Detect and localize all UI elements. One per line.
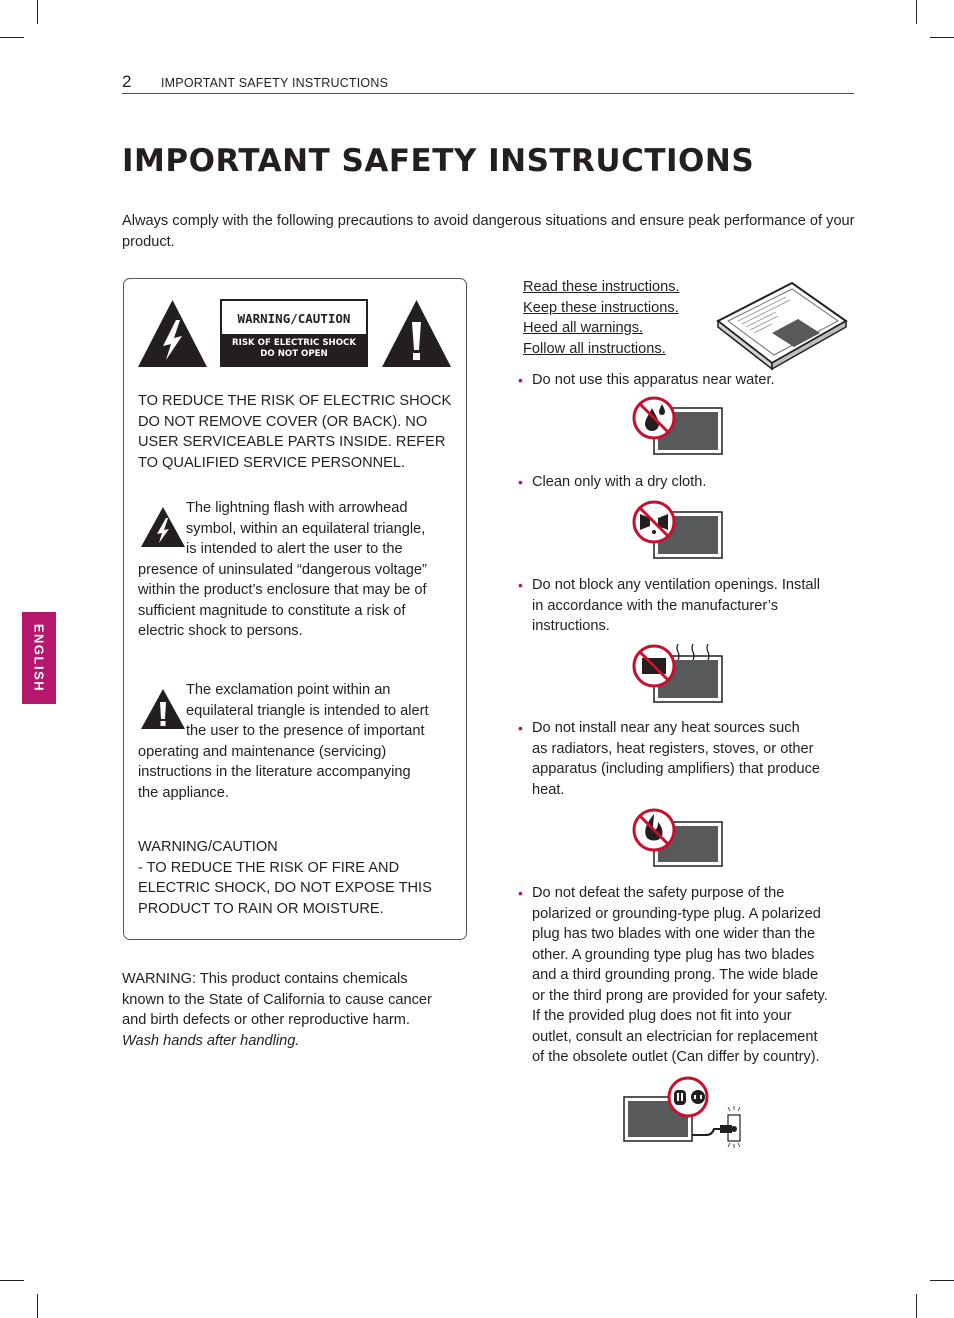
lightning-warning-icon: [136, 298, 209, 369]
lightning-line: sufficient magnitude to constitute a risk of: [138, 602, 406, 619]
crop-mark: [916, 0, 917, 24]
bullet-item: [518, 883, 852, 1068]
bullet-line: as radiators, heat registers, stoves, or other: [532, 740, 814, 757]
exclamation-line: operating and maintenance (servicing): [138, 743, 387, 760]
bullet-item: [518, 575, 848, 637]
bullet-line: Do not block any ventilation openings. Install: [532, 577, 820, 593]
bullet-line: of the obsolete outlet (Can differ by country).: [532, 1049, 820, 1065]
lightning-line: electric shock to persons.: [138, 623, 303, 639]
bullet-line: apparatus (including amplifiers) that produce: [532, 761, 820, 777]
no-heat-icon: [632, 808, 724, 868]
bullet-line: heat.: [532, 781, 565, 798]
box-warning: [138, 837, 458, 919]
crop-mark: [930, 37, 954, 38]
exclamation-line: the user to the presence of important: [186, 723, 425, 739]
bullet-item: [518, 472, 842, 493]
page-title: IMPORTANT SAFETY INSTRUCTIONS: [122, 143, 755, 179]
bullet-line: outlet, consult an electrician for replacement: [532, 1028, 818, 1045]
bullet-line: Do not install near any heat sources such: [532, 720, 800, 736]
box-warning-line: ELECTRIC SHOCK, DO NOT EXPOSE THIS: [138, 880, 432, 896]
warning-label-title: WARNING/CAUTION: [237, 311, 351, 326]
crop-mark: [0, 37, 24, 38]
lightning-line: is intended to alert the user to the: [186, 541, 403, 557]
instruction-list: [523, 277, 713, 359]
warning-label-sub: [222, 334, 366, 365]
exclamation-text: [138, 680, 468, 803]
box-warning-heading: WARNING/CAUTION: [138, 839, 278, 855]
lightning-line: presence of uninsulated “dangerous voltage”: [138, 561, 427, 578]
bullet-line: Clean only with a dry cloth.: [532, 474, 707, 490]
bullet-dot: •: [518, 885, 523, 901]
instruction-item: Heed all warnings.: [523, 320, 644, 336]
language-tab-label: ENGLISH: [31, 623, 47, 693]
manual-book-icon: [716, 281, 848, 367]
warning-label-sub2: DO NOT OPEN: [260, 348, 328, 359]
bullet-dot: •: [518, 474, 523, 490]
chem-warning-line: : This product contains chemicals: [192, 971, 408, 987]
exclamation-line: equilateral triangle is intended to alert: [186, 702, 429, 719]
instruction-item: Read these instructions.: [523, 279, 680, 295]
bullet-line: If the provided plug does not fit into your: [532, 1008, 792, 1024]
no-spray-icon: [632, 500, 724, 560]
lightning-line: within the product’s enclosure that may be of: [138, 582, 427, 598]
crop-mark: [916, 1294, 917, 1318]
exclamation-line: the appliance.: [138, 784, 229, 801]
instruction-item: Follow all instructions.: [523, 340, 666, 357]
no-block-vent-icon: [632, 640, 724, 704]
page-number: 2: [122, 72, 132, 91]
instruction-item: Keep these instructions.: [523, 299, 679, 316]
crop-mark: [930, 1280, 954, 1281]
bullet-dot: •: [518, 577, 523, 593]
chem-warning-italic: Wash hands after handling.: [122, 1032, 300, 1049]
bullet-line: in accordance with the manufacturer’s: [532, 597, 779, 614]
bullet-line: or the third prong are provided for your safety.: [532, 987, 828, 1004]
chem-warning: [122, 969, 467, 1051]
bullet-dot: •: [518, 720, 523, 736]
plug-outlet-icon: [622, 1077, 746, 1145]
bullet-item: [518, 370, 842, 391]
warning-label-sub1: RISK OF ELECTRIC SHOCK: [232, 338, 356, 348]
exclamation-line: instructions in the literature accompanying: [138, 764, 411, 780]
bullet-line: plug has two blades with one wider than the: [532, 926, 816, 942]
bullet-line: Do not defeat the safety purpose of the: [532, 885, 785, 901]
box-warning-line: PRODUCT TO RAIN OR MOISTURE.: [138, 900, 384, 917]
lightning-line: The lightning flash with arrowhead: [186, 500, 408, 516]
bullet-line: other. A grounding type plug has two blades: [532, 946, 815, 963]
bullet-line: instructions.: [532, 618, 610, 634]
warning-label: [220, 299, 368, 367]
chem-warning-line: and birth defects or other reproductive harm.: [122, 1012, 410, 1028]
no-water-icon: [632, 396, 724, 456]
caution-main-text: TO REDUCE THE RISK OF ELECTRIC SHOCK DO NOT REMOVE COVER (OR BACK). NO USER SERVICEABLE PARTS INSIDE. REFER TO QUALIFIED SERVICE PERSONNEL.: [138, 393, 452, 471]
box-warning-line: - TO REDUCE THE RISK OF FIRE AND: [138, 859, 400, 876]
intro-text: Always comply with the following precautions to avoid dangerous situations and ensure peak performance of your product.: [122, 213, 855, 250]
crop-mark: [37, 1294, 38, 1318]
exclamation-line: The exclamation point within an: [186, 682, 391, 698]
running-title: IMPORTANT SAFETY INSTRUCTIONS: [161, 76, 389, 90]
chem-warning-line: known to the State of California to cause cancer: [122, 991, 432, 1008]
bullet-dot: •: [518, 372, 523, 388]
lightning-line: symbol, within an equilateral triangle,: [186, 520, 426, 537]
bullet-line: polarized or grounding-type plug. A polarized: [532, 905, 821, 922]
exclamation-warning-icon: [380, 298, 453, 369]
bullet-line: Do not use this apparatus near water.: [532, 372, 775, 388]
bullet-item: [518, 718, 848, 800]
lightning-text: [138, 498, 468, 642]
crop-mark: [37, 0, 38, 24]
crop-mark: [0, 1280, 24, 1281]
header-rule: [122, 93, 854, 94]
bullet-line: and a third grounding prong. The wide blade: [532, 967, 819, 983]
language-tab: [22, 612, 56, 704]
chem-warning-label: WARNING: [122, 971, 192, 987]
